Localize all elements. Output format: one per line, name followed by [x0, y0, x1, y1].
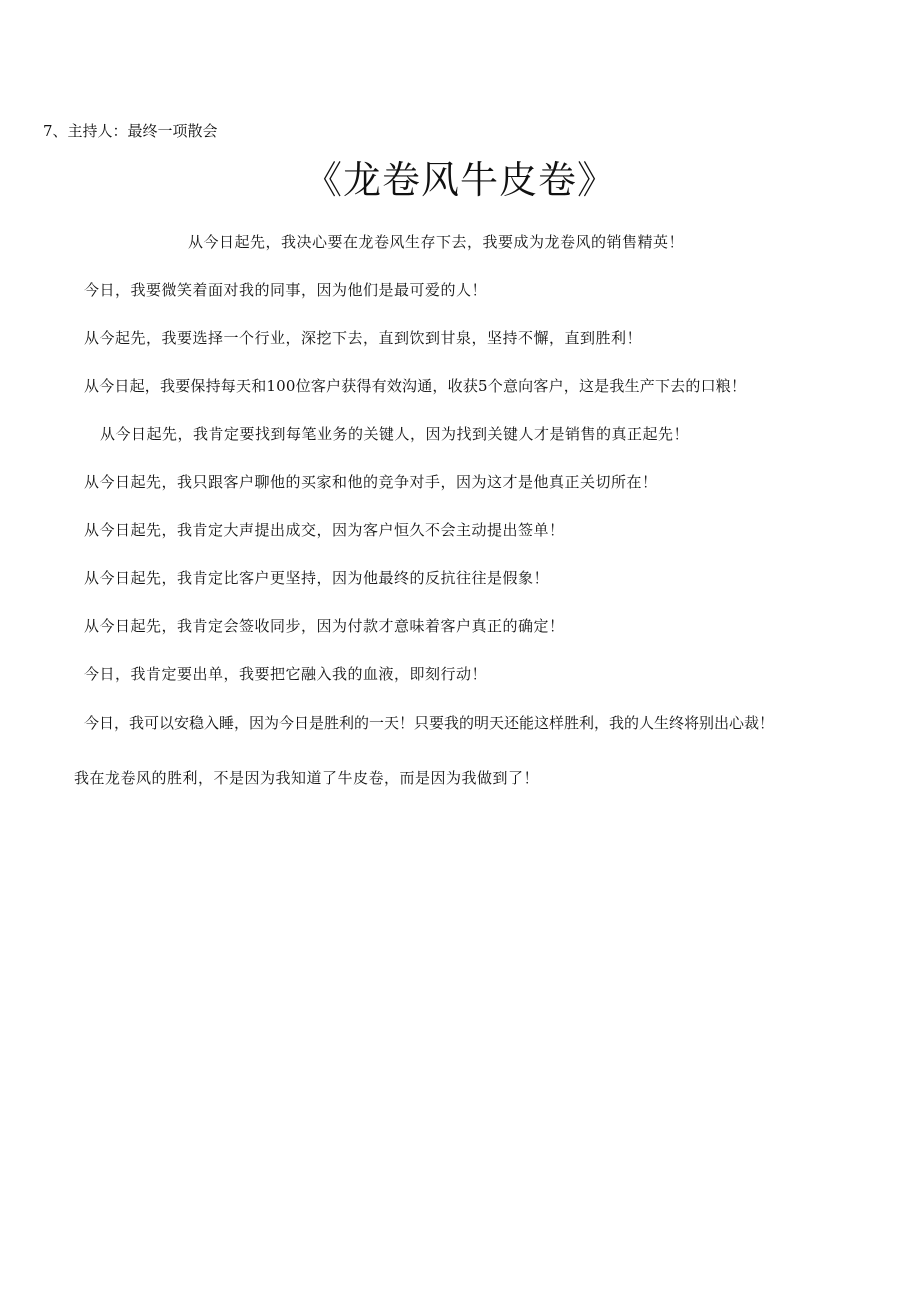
oath-line-11: 今日，我可以安稳入睡，因为今日是胜利的一天！只要我的明天还能这样胜利，我的人生终将别出心裁！ [84, 714, 775, 732]
oath-line-7: 从今日起先，我肯定大声提出成交，因为客户恒久不会主动提出签单！ [84, 521, 565, 539]
oath-line-1: 从今日起先，我决心要在龙卷风生存下去，我要成为龙卷风的销售精英！ [188, 233, 685, 251]
oath-line-8: 从今日起先，我肯定比客户更坚持，因为他最终的反抗往往是假象！ [84, 569, 550, 587]
oath-line-10: 今日，我肯定要出单，我要把它融入我的血液，即刻行动！ [84, 665, 488, 683]
oath-line-6: 从今日起先，我只跟客户聊他的买家和他的竞争对手，因为这才是他真正关切所在！ [84, 473, 658, 491]
oath-line-2: 今日，我要微笑着面对我的同事，因为他们是最可爱的人！ [84, 281, 488, 299]
oath-line-4: 从今日起，我要保持每天和100位客户获得有效沟通，收获5个意向客户，这是我生产下去的口粮！ [84, 377, 747, 395]
oath-line-5: 从今日起先，我肯定要找到每笔业务的关键人，因为找到关键人才是销售的真正起先！ [100, 425, 690, 443]
section-heading: 7、主持人：最终一项散会 [43, 122, 218, 140]
oath-line-9: 从今日起先，我肯定会签收同步，因为付款才意味着客户真正的确定！ [84, 617, 565, 635]
closing-line: 我在龙卷风的胜利，不是因为我知道了牛皮卷，而是因为我做到了！ [74, 769, 540, 787]
oath-line-3: 从今起先，我要选择一个行业，深挖下去，直到饮到甘泉，坚持不懈，直到胜利！ [84, 329, 643, 347]
document-title: 《龙卷风牛皮卷》 [303, 158, 616, 202]
